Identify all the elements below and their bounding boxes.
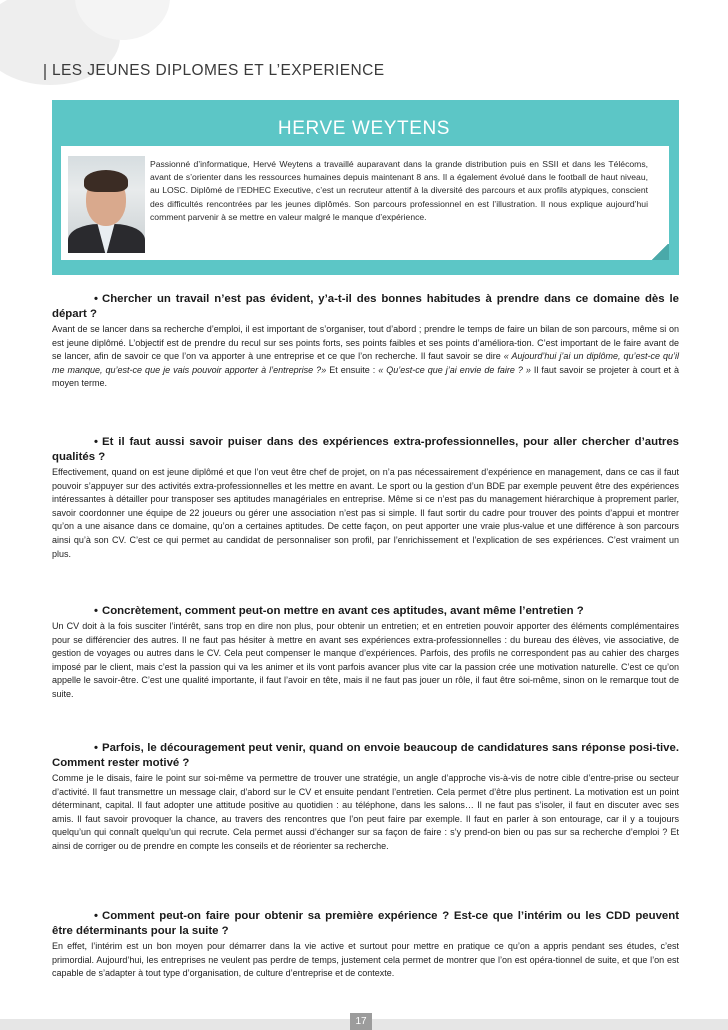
answer [52, 323, 679, 391]
answer: En effet, l’intérim est un bon moyen pour démarrer dans la vie active et surtout pour mettre en pratique ce qu’on a appris pendant ses études, c’est primordial. Aujourd’hui, les entreprises ne veulent pas perdre de temps, justement cela permet de montrer que l’on est opéra-tionnel de suite, et que l’on est capable de s’adapter à tout type d’organisation, de culture d’entreprise et de contexte. [52, 941, 679, 979]
answer-quote: « Aujourd’hui j’ai un diplôme, qu’est-ce qu’il me manque, qu’est-ce que je vais pouvoir apporter à l’entreprise ?» [52, 351, 679, 375]
question [52, 604, 679, 619]
question-text: Concrètement, comment peut-on mettre en avant ces aptitudes, avant même l’entretien ? [102, 605, 584, 617]
question-text: Et il faut aussi savoir puiser dans des expériences extra-professionnelles, pour aller chercher d’autres qualités ? [52, 436, 679, 463]
answer-text: Et ensuite : [326, 364, 379, 375]
photo-hair [84, 170, 128, 192]
question-text: Comment peut-on faire pour obtenir sa première expérience ? Est-ce que l’intérim ou les CDD peuvent être déterminants pour la suite ? [52, 910, 679, 937]
answer: Effectivement, quand on est jeune diplômé et que l’on veut être chef de projet, on n’a pas nécessairement d’expérience en management, dans ce cas il faut pouvoir s’appuyer sur des activités extra-professionnelles et les mettre en avant. Le sport ou la gestion d’un BDE par exemple peuvent être des expériences intéressantes à détailler pour transposer ses aptitudes managériales en entreprise. Même si ce n’est pas du management hiérarchique à proprement parler, savoir coordonner une équipe de 22 joueurs ou gérer une association n’est pas si simple. Il faut sortir du cadre pour trouver des points d’appui et montrer qu’on a une aisance dans ce domaine, qu’on a certaines aptitudes. De cette façon, on peut apporter une vraie plus-value et une différence à son parcours ainsi qu’à son CV. C’est ce qui permet au candidat de personnaliser son profil, par l’enrichissement et l’explication de ses expériences. C’est vraiment un plus. [52, 467, 679, 559]
qa-block [52, 604, 679, 702]
profile-photo [68, 156, 145, 253]
page-fold-corner [651, 244, 669, 260]
question-text: Chercher un travail n’est pas évident, y’a-t-il des bonnes habitudes à prendre dans ce domaine dès le départ ? [52, 293, 679, 320]
section-title [44, 62, 384, 80]
qa-block [52, 909, 679, 981]
qa-block [52, 292, 679, 391]
bullet-icon: • [94, 910, 98, 922]
answer-quote: « Qu’est-ce que j’ai envie de faire ? » [378, 364, 531, 375]
answer-text: Avant de se lancer dans sa recherche d’emploi, il est important de s’organiser, tout d’abord ; prendre le temps de faire un bilan de son parcours, même si on est jeune diplômé. L’objectif est de prendre du recul sur ses points forts, ses points faibles et ses points d’améliora-tion. C’est important de le faire avant de se lancer, afin de savoir ce que l’on va apporter à une entreprise et ce que l’on recherche. Il faut savoir se dire [52, 324, 679, 362]
question [52, 741, 679, 771]
question [52, 435, 679, 465]
qa-block [52, 741, 679, 854]
question [52, 909, 679, 939]
answer: Un CV doit à la fois susciter l’intérêt, sans trop en dire non plus, pour obtenir un entretien; et en entretien pouvoir apporter des éléments complémentaires pour se différencier des autres. Il ne faut pas hésiter à mettre en avant ses expériences extra-professionnelles : du bureau des élèves, vie associative, de gestion de voyages ou autres dans le CV. Cela peut compenser le manque d’expériences. Parfois, des profils ne correspondent pas au cahier des charges imposé par le client, mais c’est la passion qui va les animer et ils vont parfois avancer plus vite car la passion crée une motivation naturelle. C’est ce qu’on appelle le savoir-être. C’est une qualité importante, il faut l’avoir en tête, mais il ne faut pas jouer un rôle, il faut être soi-même, sinon on le remarque tout de suite. [52, 621, 679, 699]
profile-bio: Passionné d’informatique, Hervé Weytens a travaillé auparavant dans la grande distribution puis en SSII et dans les Télécoms, avant de s’orienter dans les ressources humaines depuis maintenant 8 ans. Il a également évolué dans le football de haut niveau, au LOSC. Diplômé de l’EDHEC Executive, c’est un recruteur attentif à la diversité des parcours et aux profils atypiques, conscient des difficultés rencontrées par les jeunes diplômés. Son parcours professionnel en est l’illustration. Il nous explique aujourd’hui comment parvenir à se mettre en valeur malgré le manque d’expérience. [150, 159, 648, 222]
bullet-icon: • [94, 293, 98, 305]
question-text: Parfois, le découragement peut venir, quand on envoie beaucoup de candidatures sans réponse posi-tive. Comment rester motivé ? [52, 742, 679, 769]
answer-text: Il faut savoir se projeter à court et à moyen terme. [52, 364, 679, 389]
bullet-icon: • [94, 742, 98, 754]
bullet-icon: • [94, 605, 98, 617]
answer: Comme je le disais, faire le point sur soi-même va permettre de trouver une stratégie, un angle d’approche vis-à-vis de notre cible d’entre-prise ou secteur d’activité. Il faut transmettre un message clair, d’abord sur le CV et ensuite pendant l’entretien. Cela permet d’être plus pertinent. La motivation est un point déterminant, capital. Il faut adopter une attitude positive au quotidien : au téléphone, dans les salons… Il ne faut pas s’isoler, il faut en discuter avec ses amis. Il faut savoir provoquer la chance, au travers des rencontres que l’on peut faire par exemple. Il faut en parler à son entourage, car il y a toujours quelqu’un qui connaît quelqu’un qui recrute. Cela permet aussi d’échanger sur sa façon de faire : s’y prend-on bien ou pas sur sa recherche d’emploi ? Et ainsi de corriger ou de prendre en compte les conseils et de réorienter sa recherche. [52, 773, 679, 851]
qa-block [52, 435, 679, 561]
page-number: 17 [350, 1013, 372, 1030]
section-title-text: LES JEUNES DIPLOMES ET L’EXPERIENCE [52, 62, 385, 79]
question [52, 292, 679, 322]
bullet-icon: • [94, 436, 98, 448]
profile-name: HERVE WEYTENS [277, 118, 451, 139]
